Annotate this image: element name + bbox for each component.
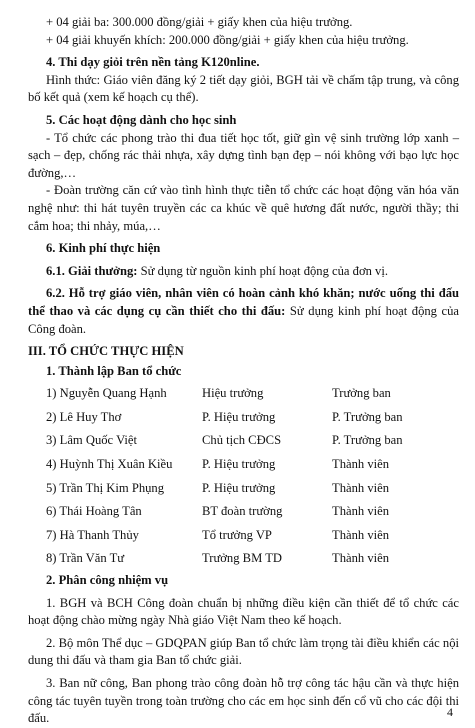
section-6-2 <box>28 285 459 338</box>
task-assignment-heading: 2. Phân công nhiệm vụ <box>46 573 169 588</box>
prize-line: + 04 giải khuyến khích: 200.000 đồng/giải + giấy khen của hiệu trưởng. <box>46 32 409 47</box>
task-paragraph: 2. Bộ môn Thể dục – GDQPAN giúp Ban tổ chức làm trọng tài điều khiển các nội dung thi đấu và tham gia Ban tổ chức giải. <box>28 635 459 668</box>
task-paragraph: 1. BGH và BCH Công đoàn chuẩn bị những điều kiện cần thiết để tổ chức các hoạt động chào mừng ngày Nhà giáo Việt Nam theo kế hoạch. <box>28 595 459 628</box>
section-4-body: Hình thức: Giáo viên đăng ký 2 tiết dạy giỏi, BGH tải về chấm tập trung, và công bố kết quả (xem kế hoạch cụ thể). <box>28 72 459 105</box>
organizing-committee-heading: 1. Thành lập Ban tổ chức <box>46 363 182 378</box>
part-3-heading: III. TỔ CHỨC THỰC HIỆN <box>28 344 184 359</box>
table-row: 7) Hà Thanh Thủy Tổ trưởng VP Thành viên <box>46 527 390 542</box>
section-4-heading: 4. Thi dạy giỏi trên nền tảng K120nline. <box>46 55 260 70</box>
prize-line: + 04 giải ba: 300.000 đồng/giải + giấy khen của hiệu trưởng. <box>46 15 353 29</box>
section-6-1-text: Sử dụng từ nguồn kinh phí hoạt động của đơn vị. <box>137 263 389 278</box>
table-row: 3) Lâm Quốc Việt Chủ tịch CĐCS P. Trưởng ban <box>46 433 403 448</box>
table-row: 6) Thái Hoàng Tân BT đoàn trường Thành viên <box>46 504 390 519</box>
section-6-1 <box>28 263 459 281</box>
section-5-heading: 5. Các hoạt động dành cho học sinh <box>46 112 237 127</box>
table-row: 8) Trần Văn Tư Trưởng BM TD Thành viên <box>46 551 390 566</box>
table-row: 4) Huỳnh Thị Xuân Kiều P. Hiệu trưởng Thành viên <box>46 457 390 472</box>
page-number: 4 <box>447 705 453 719</box>
section-6-2-text: Sử dụng kinh phí hoạt động của Công đoàn. <box>28 303 459 336</box>
table-row: 2) Lê Huy Thơ P. Hiệu trưởng P. Trưởng ban <box>46 409 403 424</box>
section-6-1-heading: 6.1. Giải thưởng: <box>46 263 138 278</box>
committee-table <box>28 382 459 571</box>
section-5-paragraph: - Tổ chức các phong trào thi đua tiết học tốt, giữ gìn vệ sinh trường lớp xanh – sạch – đẹp, chống rác thải nhựa, xây dựng tình bạn đẹp – nói không với bạo lực học đường,… <box>28 130 459 180</box>
table-row: 5) Trần Thị Kim Phụng P. Hiệu trưởng Thành viên <box>46 480 390 495</box>
task-paragraph: 3. Ban nữ công, Ban phong trào công đoàn hỗ trợ công tác hậu cần và thực hiện công tác tuyên tuyền trong toàn trường cho các em học sinh đến cổ vũ cho các đội thi đấu. <box>28 676 459 726</box>
section-6-heading: 6. Kinh phí thực hiện <box>46 241 161 256</box>
table-row: 1) Nguyễn Quang Hạnh Hiệu trưởng Trưởng ban <box>46 386 391 401</box>
section-6-2-heading: 6.2. Hỗ trợ giáo viên, nhân viên có hoàn cảnh khó khăn; nước uống thi đấu thể thao và các dụng cụ cần thiết cho thi đấu: <box>28 286 459 318</box>
section-5-paragraph: - Đoàn trường căn cứ vào tình hình thực tiễn tổ chức các hoạt động văn hóa văn nghệ như: thi hát tuyên truyền các ca khúc về quê hương đất nước, người thầy; thi cắm hoa; thi nhảy, múa,… <box>28 183 459 233</box>
